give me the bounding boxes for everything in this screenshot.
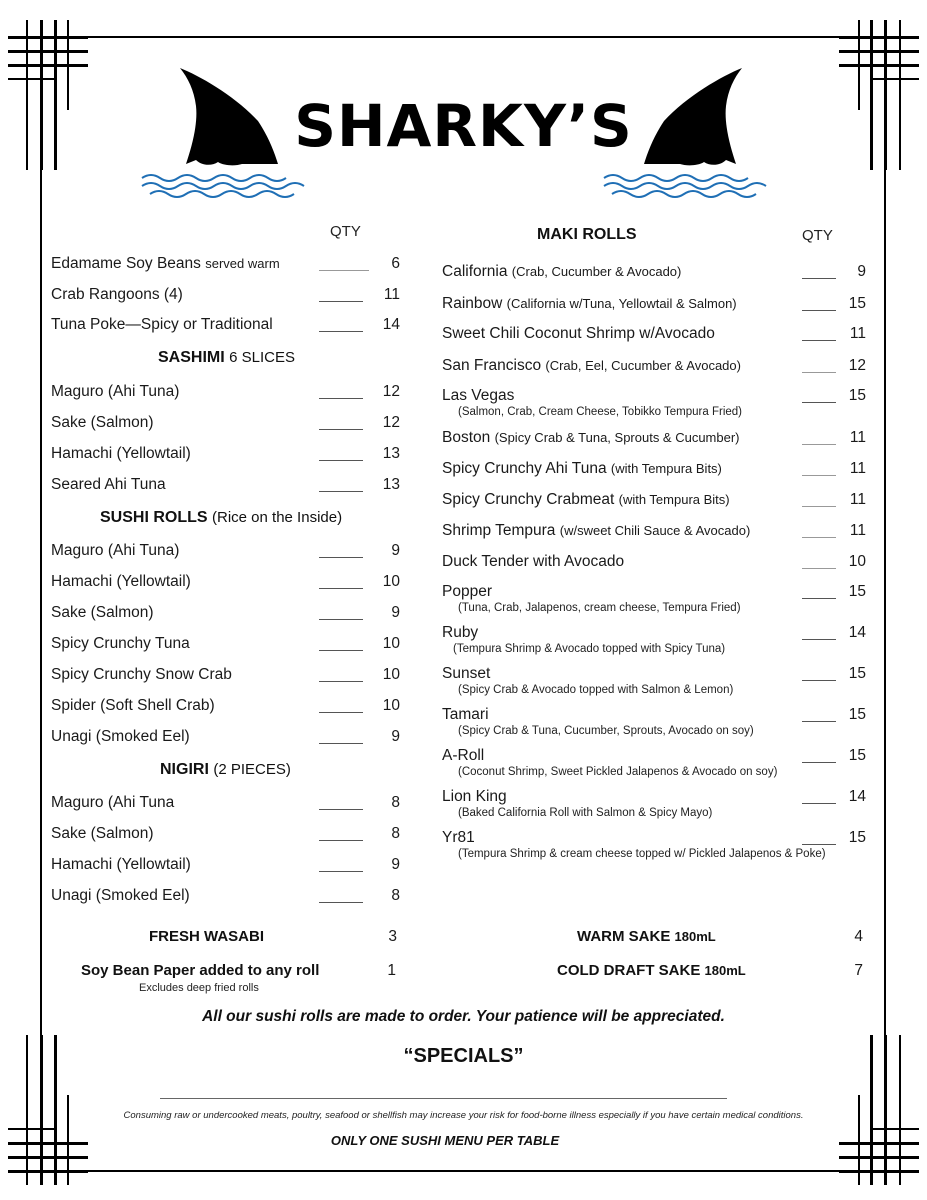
item-price: 9 xyxy=(391,604,400,621)
maki-item: Boston (Spicy Crab & Tuna, Sprouts & Cucumber) xyxy=(442,429,740,446)
section-heading-maki-rolls: MAKI ROLLS xyxy=(537,226,637,243)
specials-heading: “SPECIALS” xyxy=(403,1045,524,1067)
menu-item: Spicy Crunchy Tuna xyxy=(51,635,190,652)
maki-item: Las Vegas xyxy=(442,387,515,404)
menu-item: Sake (Salmon) xyxy=(51,604,154,621)
soy-paper-label: Soy Bean Paper added to any roll xyxy=(81,962,320,979)
qty-blank[interactable] xyxy=(319,460,363,461)
qty-blank[interactable] xyxy=(319,871,363,872)
menu-item: Maguro (Ahi Tuna) xyxy=(51,542,180,559)
item-price: 15 xyxy=(848,706,866,723)
warm-sake-label: WARM SAKE 180mL xyxy=(577,928,716,945)
item-price: 15 xyxy=(848,583,866,600)
qty-blank[interactable] xyxy=(319,429,363,430)
maki-item: Spicy Crunchy Ahi Tuna (with Tempura Bits) xyxy=(442,460,722,477)
left-qty-header: QTY xyxy=(330,223,361,240)
menu-item: Unagi (Smoked Eel) xyxy=(51,887,190,904)
item-description: (Baked California Roll with Salmon & Spicy Mayo) xyxy=(458,807,713,819)
menu-item: Tuna Poke—Spicy or Traditional xyxy=(51,316,273,333)
right-qty-header: QTY xyxy=(802,227,833,244)
maki-item: Yr81 xyxy=(442,829,475,846)
item-price: 11 xyxy=(383,286,400,303)
item-price: 15 xyxy=(848,829,866,846)
specials-write-in-line[interactable] xyxy=(160,1098,727,1099)
qty-blank[interactable] xyxy=(319,902,363,903)
item-price: 8 xyxy=(391,887,400,904)
item-price: 10 xyxy=(382,666,400,683)
menu-item: Sake (Salmon) xyxy=(51,825,154,842)
item-price: 9 xyxy=(391,728,400,745)
qty-blank[interactable] xyxy=(319,588,363,589)
cold-sake-label: COLD DRAFT SAKE 180mL xyxy=(557,962,746,979)
item-price: 14 xyxy=(848,788,866,805)
item-description: (Tempura Shrimp & cream cheese topped w/ Pickled Jalapenos & Poke) xyxy=(458,848,826,860)
made-to-order-note: All our sushi rolls are made to order. Your patience will be appreciated. xyxy=(202,1008,725,1025)
item-price: 13 xyxy=(382,476,400,493)
menu-item: Hamachi (Yellowtail) xyxy=(51,573,191,590)
item-price: 10 xyxy=(382,573,400,590)
item-description: (Spicy Crab & Tuna, Cucumber, Sprouts, Avocado on soy) xyxy=(458,725,754,737)
menu-item: Spider (Soft Shell Crab) xyxy=(51,697,215,714)
item-price: 15 xyxy=(848,387,866,404)
maki-item: Tamari xyxy=(442,706,489,723)
soy-paper-note: Excludes deep fried rolls xyxy=(139,982,259,994)
item-price: 11 xyxy=(849,325,866,342)
item-description: (Spicy Crab & Avocado topped with Salmon & Lemon) xyxy=(458,684,734,696)
item-price: 11 xyxy=(849,460,866,477)
item-price: 11 xyxy=(849,522,866,539)
qty-blank[interactable] xyxy=(319,331,363,332)
item-price: 15 xyxy=(848,295,866,312)
item-price: 10 xyxy=(382,635,400,652)
item-price: 11 xyxy=(849,429,866,446)
item-price: 12 xyxy=(382,383,400,400)
one-menu-per-table-note: ONLY ONE SUSHI MENU PER TABLE xyxy=(330,1133,560,1148)
menu-item: Hamachi (Yellowtail) xyxy=(51,445,191,462)
maki-item: California (Crab, Cucumber & Avocado) xyxy=(442,263,682,280)
menu-item: Maguro (Ahi Tuna) xyxy=(51,383,180,400)
item-price: 8 xyxy=(391,825,400,842)
qty-blank[interactable] xyxy=(319,809,363,810)
qty-blank[interactable] xyxy=(319,398,363,399)
restaurant-title: SHARKY’S xyxy=(294,92,633,160)
item-price: 9 xyxy=(391,542,400,559)
menu-item: Crab Rangoons (4) xyxy=(51,286,183,303)
menu-item: Spicy Crunchy Snow Crab xyxy=(51,666,232,683)
item-price: 6 xyxy=(391,255,400,272)
item-price: 12 xyxy=(382,414,400,431)
item-price: 14 xyxy=(382,316,400,333)
item-price: 3 xyxy=(388,928,397,945)
qty-blank[interactable] xyxy=(319,743,363,744)
maki-item: Duck Tender with Avocado xyxy=(442,553,625,570)
item-price: 4 xyxy=(854,928,863,945)
qty-blank[interactable] xyxy=(319,840,363,841)
item-price: 9 xyxy=(857,263,866,280)
qty-blank[interactable] xyxy=(319,712,363,713)
maki-item: Lion King xyxy=(442,788,507,805)
item-description: (Tempura Shrimp & Avocado topped with Spicy Tuna) xyxy=(453,643,726,655)
maki-item: Shrimp Tempura (w/sweet Chili Sauce & Avocado) xyxy=(442,522,751,539)
maki-item: San Francisco (Crab, Eel, Cucumber & Avocado) xyxy=(442,357,741,374)
qty-blank[interactable] xyxy=(319,619,363,620)
menu-item: Edamame Soy Beans served warm xyxy=(51,255,280,272)
maki-item: Spicy Crunchy Crabmeat (with Tempura Bits) xyxy=(442,491,730,508)
item-description: (Salmon, Crab, Cream Cheese, Tobikko Tempura Fried) xyxy=(458,406,742,418)
item-price: 7 xyxy=(854,962,863,979)
maki-item: Ruby xyxy=(442,624,479,641)
item-price: 14 xyxy=(848,624,866,641)
item-price: 1 xyxy=(387,962,396,979)
item-price: 11 xyxy=(849,491,866,508)
menu-item: Hamachi (Yellowtail) xyxy=(51,856,191,873)
item-description: (Coconut Shrimp, Sweet Pickled Jalapenos & Avocado on soy) xyxy=(458,766,778,778)
food-safety-disclaimer: Consuming raw or undercooked meats, poultry, seafood or shellfish may increase your risk for food-borne illness especially if you have certain medical conditions. xyxy=(123,1110,804,1121)
item-price: 10 xyxy=(382,697,400,714)
item-description: (Tuna, Crab, Jalapenos, cream cheese, Tempura Fried) xyxy=(458,602,741,614)
item-price: 13 xyxy=(382,445,400,462)
section-heading-sushi-rolls: SUSHI ROLLS (Rice on the Inside) xyxy=(100,509,343,526)
qty-blank[interactable] xyxy=(319,650,363,651)
maki-item: A-Roll xyxy=(442,747,485,764)
qty-blank[interactable] xyxy=(319,301,363,302)
menu-item: Unagi (Smoked Eel) xyxy=(51,728,190,745)
menu-item: Seared Ahi Tuna xyxy=(51,476,166,493)
item-price: 12 xyxy=(848,357,866,374)
fresh-wasabi-label: FRESH WASABI xyxy=(149,928,265,945)
item-price: 9 xyxy=(391,856,400,873)
maki-item: Rainbow (California w/Tuna, Yellowtail & Salmon) xyxy=(442,295,737,312)
item-price: 15 xyxy=(848,665,866,682)
qty-blank[interactable] xyxy=(319,681,363,682)
section-heading-nigiri: NIGIRI (2 PIECES) xyxy=(160,761,291,778)
item-price: 8 xyxy=(391,794,400,811)
maki-item: Popper xyxy=(442,583,492,600)
menu-item: Maguro (Ahi Tuna xyxy=(51,794,175,811)
qty-blank[interactable] xyxy=(319,557,363,558)
qty-blank[interactable] xyxy=(319,491,363,492)
menu-item: Sake (Salmon) xyxy=(51,414,154,431)
section-heading-sashimi: SASHIMI 6 SLICES xyxy=(158,349,295,366)
maki-item: Sunset xyxy=(442,665,491,682)
maki-item: Sweet Chili Coconut Shrimp w/Avocado xyxy=(442,325,715,342)
item-price: 10 xyxy=(848,553,866,570)
item-price: 15 xyxy=(848,747,866,764)
